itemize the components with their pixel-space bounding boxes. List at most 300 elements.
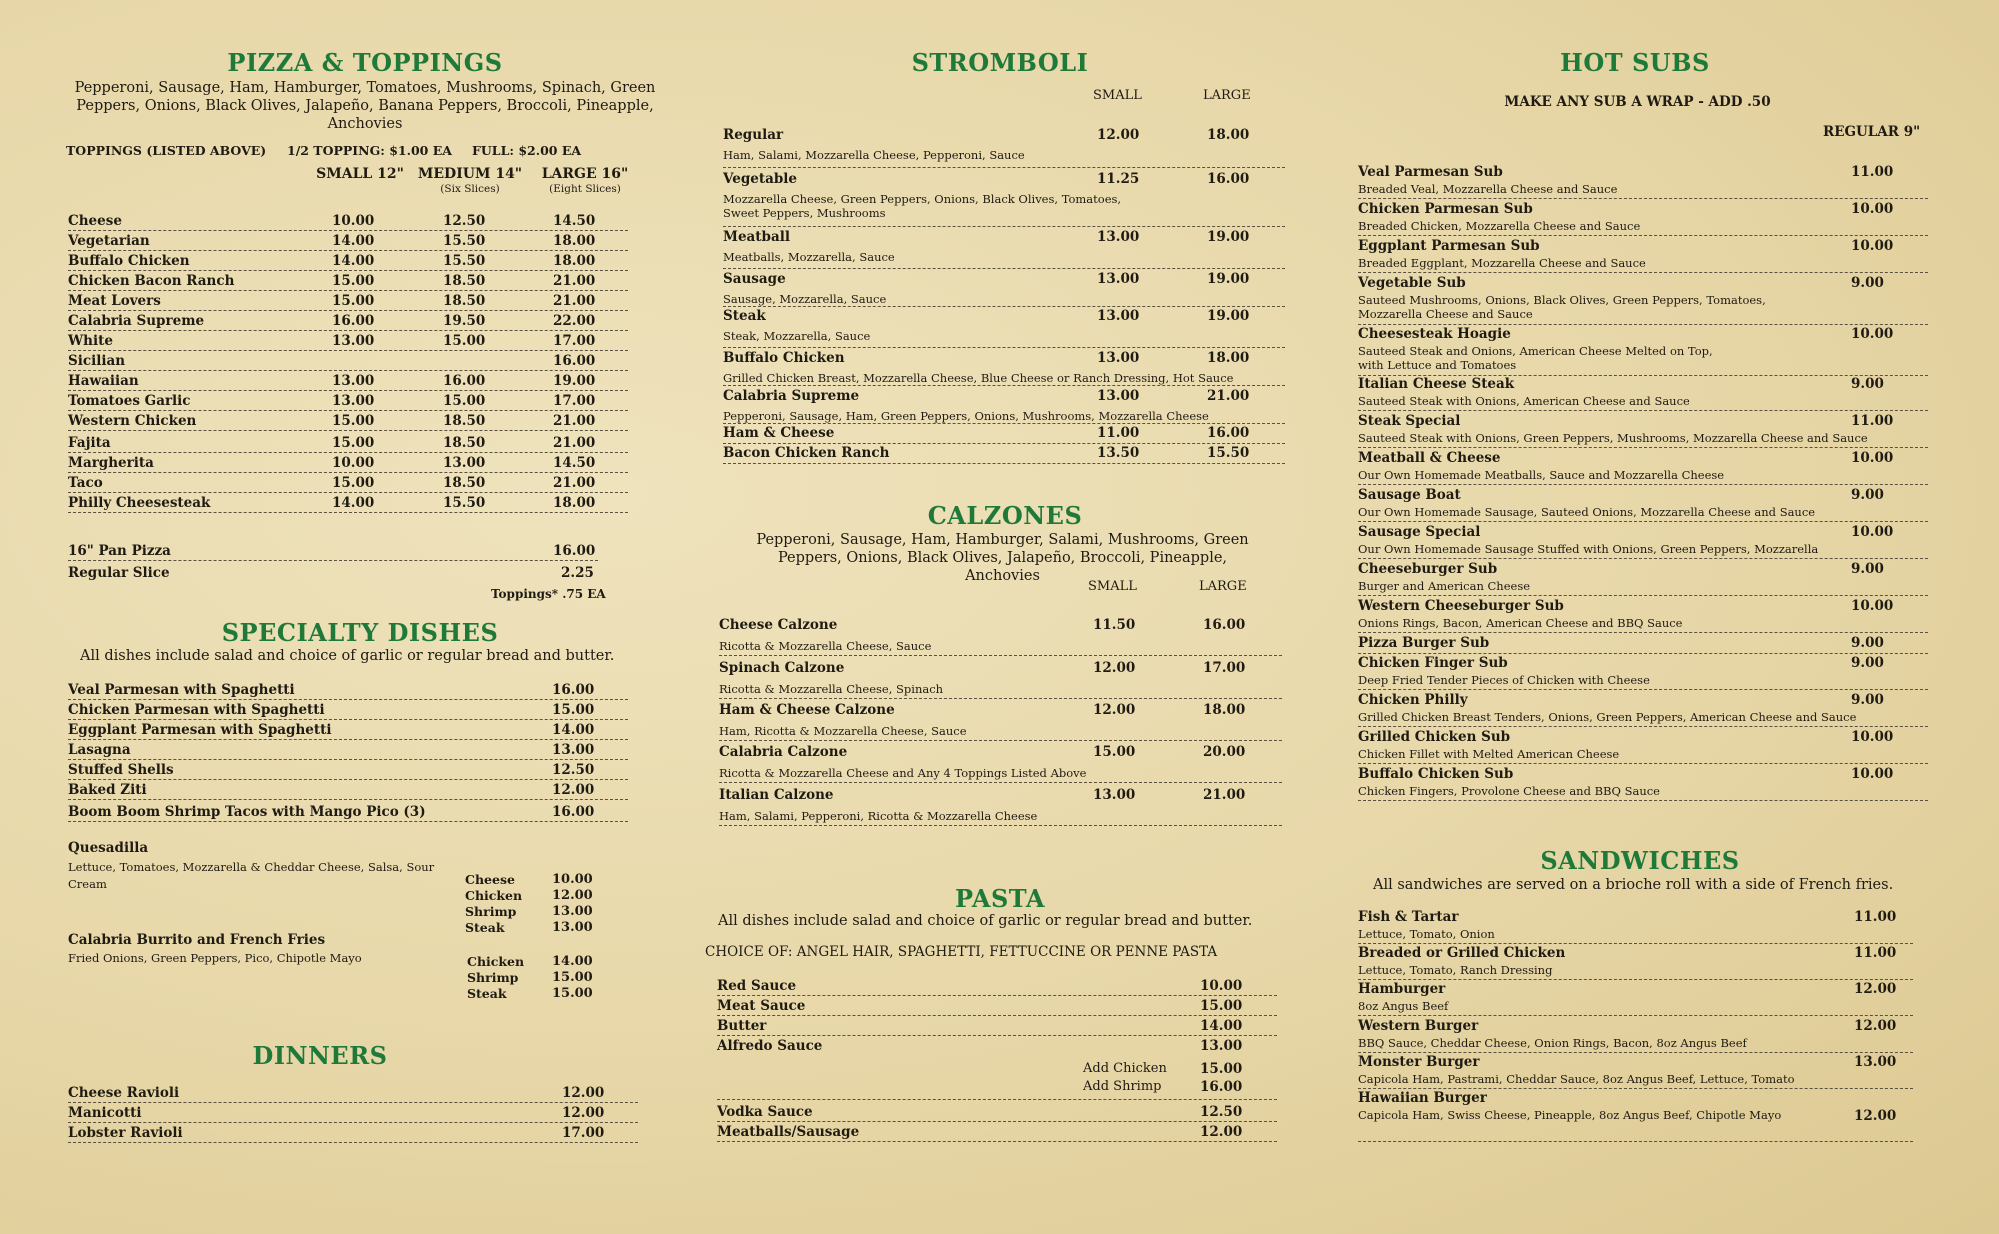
pizza-item-name: Sicilian (68, 353, 126, 369)
pasta-item-name: Alfredo Sauce (717, 1038, 823, 1054)
pizza-price-medium: 18.50 (443, 475, 486, 491)
dotted-divider (1358, 1088, 1913, 1089)
pizza-price-small: 13.00 (332, 393, 375, 409)
dotted-divider (1358, 272, 1928, 273)
sub-item-price: 10.00 (1851, 238, 1894, 254)
pizza-price-small: 15.00 (332, 293, 375, 309)
sub-item-desc: Our Own Homemade Sausage, Sauteed Onions, Mozzarella Cheese and Sauce (1358, 505, 1816, 519)
pizza-price-large: 17.00 (553, 393, 596, 409)
dotted-divider (723, 167, 1285, 168)
quesadilla-option-name: Chicken (465, 888, 523, 903)
calzone-price-small: 12.00 (1093, 702, 1136, 718)
pizza-price-medium: 16.00 (443, 373, 486, 389)
stromboli-price-small: 13.50 (1097, 445, 1140, 461)
pizza-price-small: 13.00 (332, 333, 375, 349)
size-medium-header: MEDIUM 14" (417, 166, 523, 182)
dotted-divider (1358, 198, 1928, 199)
sub-item-desc: Breaded Veal, Mozzarella Cheese and Sauce (1358, 182, 1618, 196)
sub-item (1358, 487, 1928, 522)
pizza-price-small: 14.00 (332, 233, 375, 249)
sub-item-desc: Our Own Homemade Meatballs, Sauce and Mozzarella Cheese (1358, 468, 1725, 482)
sub-item-desc: Onions Rings, Bacon, American Cheese and BBQ Sauce (1358, 616, 1683, 630)
specialty-item-name: Eggplant Parmesan with Spaghetti (68, 722, 332, 738)
dotted-divider (1358, 632, 1928, 633)
pasta-item-price: 14.00 (1200, 1018, 1243, 1034)
dotted-divider (723, 268, 1285, 269)
sub-item-price: 10.00 (1851, 766, 1894, 782)
sandwich-item-name: Hawaiian Burger (1358, 1090, 1487, 1106)
pizza-price-small: 15.00 (332, 273, 375, 289)
pasta-item-price: 13.00 (1200, 1038, 1243, 1054)
sandwich-item-name: Western Burger (1358, 1018, 1479, 1034)
stromboli-item-desc: Ham, Salami, Mozzarella Cheese, Pepperoni, Sauce (723, 148, 1025, 162)
stromboli-price-small: 11.25 (1097, 171, 1140, 187)
burrito-option-price: 14.00 (552, 954, 593, 969)
sub-item-price: 11.00 (1851, 413, 1894, 429)
sub-item-name: Sausage Special (1358, 524, 1481, 540)
dinner-item-row (68, 1103, 638, 1123)
pizza-price-medium: 15.50 (443, 233, 486, 249)
stromboli-price-large: 16.00 (1207, 171, 1250, 187)
pizza-price-small: 15.00 (332, 435, 375, 451)
calzone-price-large: 18.00 (1203, 702, 1246, 718)
calzone-item-name: Spinach Calzone (719, 660, 845, 676)
pizza-price-medium: 18.50 (443, 293, 486, 309)
sub-item-name: Grilled Chicken Sub (1358, 729, 1511, 745)
specialty-item-name: Chicken Parmesan with Spaghetti (68, 702, 325, 718)
pizza-price-medium: 18.50 (443, 435, 486, 451)
burrito-option-price: 15.00 (552, 986, 593, 1001)
dotted-divider (1358, 1052, 1913, 1053)
sandwiches-note: All sandwiches are served on a brioche roll with a side of French fries. (1373, 877, 1894, 893)
sub-item-name: Western Cheeseburger Sub (1358, 598, 1564, 614)
pasta-item-price: 12.50 (1200, 1104, 1243, 1120)
specialty-item-row (68, 720, 628, 740)
pizza-item-name: Cheese (68, 213, 122, 229)
pizza-item-name: Western Chicken (68, 413, 197, 429)
calzone-item (719, 660, 1282, 699)
calzone-price-small: 12.00 (1093, 660, 1136, 676)
dotted-divider (1358, 595, 1928, 596)
pizza-item-name: Buffalo Chicken (68, 253, 190, 269)
specialty-item-price: 12.50 (552, 762, 595, 778)
sub-item-desc: Our Own Homemade Sausage Stuffed with Onions, Green Peppers, Mozzarella (1358, 542, 1819, 556)
dinner-item-price: 12.00 (562, 1105, 605, 1121)
burrito-name: Calabria Burrito and French Fries (68, 932, 326, 948)
toppings-label: TOPPINGS (LISTED ABOVE) (66, 143, 267, 158)
sub-item-name: Cheeseburger Sub (1358, 561, 1498, 577)
dotted-divider (1358, 521, 1928, 522)
dinner-item-name: Cheese Ravioli (68, 1085, 180, 1101)
pan-pizza-name: 16" Pan Pizza (68, 543, 171, 559)
pan-pizza-row (68, 541, 598, 561)
pizza-price-medium: 13.00 (443, 455, 486, 471)
stromboli-price-small: 13.00 (1097, 308, 1140, 324)
pizza-item-name: Meat Lovers (68, 293, 161, 309)
stromboli-item-desc-2: Sweet Peppers, Mushrooms (723, 206, 886, 220)
sub-item-desc: Chicken Fingers, Provolone Cheese and BBQ Sauce (1358, 784, 1660, 798)
stromboli-price-large: 19.00 (1207, 308, 1250, 324)
pasta-addon-price: 16.00 (1200, 1079, 1243, 1095)
calzone-price-small: 15.00 (1093, 744, 1136, 760)
stromboli-item (723, 229, 1285, 269)
dotted-divider (723, 226, 1285, 227)
specialty-item-row (68, 760, 628, 780)
sandwich-item-desc: 8oz Angus Beef (1358, 999, 1449, 1013)
stromboli-price-large: 19.00 (1207, 271, 1250, 287)
pizza-price-small: 15.00 (332, 475, 375, 491)
sub-item-name: Chicken Parmesan Sub (1358, 201, 1533, 217)
dinner-item-price: 17.00 (562, 1125, 605, 1141)
sandwich-item-price: 11.00 (1854, 945, 1897, 961)
sub-item (1358, 524, 1928, 559)
pasta-choice: CHOICE OF: ANGEL HAIR, SPAGHETTI, FETTUCCINE OR PENNE PASTA (705, 944, 1218, 960)
stromboli-item-name: Bacon Chicken Ranch (723, 445, 890, 461)
stromboli-item-desc: Sausage, Mozzarella, Sauce (723, 292, 887, 306)
pizza-price-medium: 15.00 (443, 333, 486, 349)
pizza-item-row (68, 473, 628, 493)
dotted-divider (723, 347, 1285, 348)
sub-item-name: Sausage Boat (1358, 487, 1461, 503)
size-large-header: LARGE 16" (541, 166, 629, 182)
sub-item-desc: Breaded Eggplant, Mozzarella Cheese and Sauce (1358, 256, 1646, 270)
stromboli-item-name: Sausage (723, 271, 786, 287)
pan-pizza-price: 16.00 (553, 543, 596, 559)
pizza-item-row (68, 271, 628, 291)
pizza-price-small: 14.00 (332, 253, 375, 269)
sub-item (1358, 561, 1928, 596)
sub-item-price: 9.00 (1851, 376, 1884, 392)
sub-item-price: 11.00 (1851, 164, 1894, 180)
burrito-option-name: Chicken (467, 954, 525, 969)
slice-toppings-note: Toppings* .75 EA (491, 587, 606, 601)
sub-item-price: 10.00 (1851, 729, 1894, 745)
stromboli-item (723, 350, 1285, 386)
stromboli-item (723, 425, 1285, 444)
sub-item-desc-2: with Lettuce and Tomatoes (1358, 358, 1517, 372)
burrito-option-name: Shrimp (467, 970, 519, 985)
specialty-note: All dishes include salad and choice of garlic or regular bread and butter. (80, 648, 615, 664)
pizza-item-row (68, 433, 628, 453)
stromboli-price-small: 13.00 (1097, 350, 1140, 366)
sandwich-item-name: Hamburger (1358, 981, 1446, 997)
pizza-item-name: Tomatoes Garlic (68, 393, 191, 409)
sandwich-item-price: 12.00 (1854, 1018, 1897, 1034)
pizza-price-large: 19.00 (553, 373, 596, 389)
pizza-price-large: 21.00 (553, 435, 596, 451)
calzone-price-small: 11.50 (1093, 617, 1136, 633)
pizza-price-large: 16.00 (553, 353, 596, 369)
dinner-item-row (68, 1083, 638, 1103)
quesadilla-option-name: Shrimp (465, 904, 517, 919)
sub-item-name: Cheesesteak Hoagie (1358, 326, 1511, 342)
calzone-item-desc: Ricotta & Mozzarella Cheese, Spinach (719, 682, 944, 696)
pizza-item-row (68, 251, 628, 271)
stromboli-price-large: 21.00 (1207, 388, 1250, 404)
quesadilla-name: Quesadilla (68, 840, 149, 856)
pizza-price-medium: 18.50 (443, 273, 486, 289)
sub-item (1358, 598, 1928, 633)
pizza-item-row (68, 493, 628, 513)
stromboli-item (723, 171, 1285, 227)
dotted-divider (723, 443, 1285, 444)
stromboli-large-header: LARGE (1203, 88, 1251, 103)
specialty-item-row (68, 740, 628, 760)
calzone-item (719, 787, 1282, 826)
sub-item (1358, 635, 1928, 654)
pasta-item-name: Vodka Sauce (717, 1104, 813, 1120)
sub-item (1358, 655, 1928, 690)
stromboli-small-header: SMALL (1093, 88, 1142, 103)
sandwiches-title: SANDWICHES (1540, 846, 1740, 875)
sandwich-item-name: Breaded or Grilled Chicken (1358, 945, 1566, 961)
sandwich-item-price: 12.00 (1854, 981, 1897, 997)
quesadilla-option-price: 12.00 (552, 888, 593, 903)
stromboli-item (723, 445, 1285, 464)
stromboli-price-large: 18.00 (1207, 127, 1250, 143)
stromboli-price-large: 16.00 (1207, 425, 1250, 441)
stromboli-item (723, 388, 1285, 424)
pasta-item-price: 12.00 (1200, 1124, 1243, 1140)
stromboli-item-desc: Meatballs, Mozzarella, Sauce (723, 250, 895, 264)
pizza-item-name: Vegetarian (68, 233, 150, 249)
specialty-item-name: Veal Parmesan with Spaghetti (68, 682, 295, 698)
stromboli-item (723, 308, 1285, 348)
stromboli-item-name: Ham & Cheese (723, 425, 835, 441)
specialty-item-row (68, 700, 628, 720)
hotsubs-wrap-note: MAKE ANY SUB A WRAP - ADD .50 (1504, 94, 1771, 110)
quesadilla-desc-2: Cream (68, 877, 107, 891)
sandwich-item (1358, 945, 1913, 980)
sandwich-item (1358, 981, 1913, 1016)
calzone-item-desc: Ham, Ricotta & Mozzarella Cheese, Sauce (719, 724, 967, 738)
pizza-price-medium: 18.50 (443, 413, 486, 429)
sub-item-desc: Burger and American Cheese (1358, 579, 1531, 593)
sub-item-desc: Grilled Chicken Breast Tenders, Onions, Green Peppers, American Cheese and Sauce (1358, 710, 1857, 724)
sandwich-item-price: 11.00 (1854, 909, 1897, 925)
pizza-price-large: 18.00 (553, 253, 596, 269)
sub-item-name: Veal Parmesan Sub (1358, 164, 1503, 180)
pizza-price-large: 21.00 (553, 475, 596, 491)
burrito-option-name: Steak (467, 986, 507, 1001)
dotted-divider (1358, 484, 1928, 485)
regular-slice-name: Regular Slice (68, 565, 170, 581)
hotsubs-title: HOT SUBS (1560, 48, 1710, 77)
pizza-price-medium: 15.50 (443, 253, 486, 269)
dotted-divider (717, 1099, 1277, 1100)
pizza-item-name: Hawaiian (68, 373, 139, 389)
pizza-price-medium: 19.50 (443, 313, 486, 329)
pizza-price-large: 21.00 (553, 413, 596, 429)
pizza-toppings-list: Pepperoni, Sausage, Ham, Hamburger, Tomatoes, Mushrooms, Spinach, Green Peppers, Onions, Black Olives, Jalapeño, Banana Peppers, Broccoli, Pineapple, Anchovies (74, 80, 656, 132)
specialty-item-price: 16.00 (552, 804, 595, 820)
sandwich-item (1358, 909, 1913, 944)
specialty-item-price: 15.00 (552, 702, 595, 718)
dotted-divider (1358, 726, 1928, 727)
pasta-addon-price: 15.00 (1200, 1061, 1243, 1077)
stromboli-item-name: Vegetable (723, 171, 797, 187)
dotted-divider (723, 385, 1285, 386)
pizza-item-name: Fajita (68, 435, 111, 451)
dotted-divider (723, 423, 1285, 424)
stromboli-item-name: Calabria Supreme (723, 388, 860, 404)
pizza-price-large: 21.00 (553, 293, 596, 309)
stromboli-item-desc: Mozzarella Cheese, Green Peppers, Onions, Black Olives, Tomatoes, (723, 192, 1122, 206)
pasta-item-row (717, 976, 1277, 996)
half-topping-price: 1/2 TOPPING: $1.00 EA (287, 143, 452, 158)
pizza-price-small: 16.00 (332, 313, 375, 329)
sub-item-desc: Deep Fried Tender Pieces of Chicken with Cheese (1358, 673, 1650, 687)
pizza-item-row (68, 331, 628, 351)
stromboli-price-small: 13.00 (1097, 229, 1140, 245)
pasta-item-row (717, 1102, 1277, 1122)
specialty-item-row (68, 780, 628, 800)
stromboli-price-small: 13.00 (1097, 271, 1140, 287)
sandwich-item-name: Monster Burger (1358, 1054, 1480, 1070)
dotted-divider (1358, 410, 1928, 411)
calzone-price-large: 21.00 (1203, 787, 1246, 803)
pizza-item-row (68, 211, 628, 231)
regular-slice-price: 2.25 (561, 565, 594, 581)
quesadilla-option-name: Cheese (465, 872, 515, 887)
sub-item-price: 10.00 (1851, 524, 1894, 540)
stromboli-item-desc: Steak, Mozzarella, Sauce (723, 329, 871, 343)
pizza-item-name: Philly Cheesesteak (68, 495, 211, 511)
sub-item (1358, 326, 1928, 376)
sub-item-price: 10.00 (1851, 326, 1894, 342)
stromboli-item (723, 271, 1285, 307)
specialty-item-name: Stuffed Shells (68, 762, 174, 778)
sandwich-item-desc: BBQ Sauce, Cheddar Cheese, Onion Rings, Bacon, 8oz Angus Beef (1358, 1036, 1747, 1050)
dotted-divider (719, 825, 1282, 826)
sub-item (1358, 275, 1928, 325)
calzone-price-large: 16.00 (1203, 617, 1246, 633)
sub-item-name: Buffalo Chicken Sub (1358, 766, 1514, 782)
pizza-item-row (68, 391, 628, 411)
calzone-item (719, 702, 1282, 741)
pasta-item-price: 10.00 (1200, 978, 1243, 994)
sub-item-desc: Sauteed Steak with Onions, American Cheese and Sauce (1358, 394, 1690, 408)
specialty-item-name: Baked Ziti (68, 782, 147, 798)
sandwich-item-desc: Lettuce, Tomato, Ranch Dressing (1358, 963, 1553, 977)
calzone-item-name: Calabria Calzone (719, 744, 848, 760)
sandwich-item (1358, 1054, 1913, 1089)
calzones-toppings: Pepperoni, Sausage, Ham, Hamburger, Salami, Mushrooms, Green Peppers, Onions, Black Olives, Jalapeño, Broccoli, Pineapple, Anchovies (756, 532, 1249, 584)
pizza-item-name: Calabria Supreme (68, 313, 205, 329)
sub-item-name: Vegetable Sub (1358, 275, 1466, 291)
dotted-divider (1358, 763, 1928, 764)
sub-item-name: Chicken Philly (1358, 692, 1468, 708)
pizza-price-small: 14.00 (332, 495, 375, 511)
sub-item-name: Meatball & Cheese (1358, 450, 1501, 466)
sandwich-item-price: 13.00 (1854, 1054, 1897, 1070)
specialty-item-row (68, 802, 628, 822)
pizza-price-small: 10.00 (332, 213, 375, 229)
sub-item (1358, 729, 1928, 764)
pasta-item-name: Meatballs/Sausage (717, 1124, 860, 1140)
quesadilla-option-price: 13.00 (552, 904, 593, 919)
pizza-price-large: 18.00 (553, 233, 596, 249)
pasta-item-price: 15.00 (1200, 998, 1243, 1014)
calzone-price-small: 13.00 (1093, 787, 1136, 803)
dotted-divider (719, 655, 1282, 656)
stromboli-item-desc: Grilled Chicken Breast, Mozzarella Cheese, Blue Cheese or Ranch Dressing, Hot Sauce (723, 371, 1234, 385)
sub-item-name: Eggplant Parmesan Sub (1358, 238, 1540, 254)
dotted-divider (1358, 1141, 1913, 1142)
dotted-divider (1358, 653, 1928, 654)
pizza-item-row (68, 411, 628, 431)
sub-item (1358, 238, 1928, 273)
calzone-price-large: 17.00 (1203, 660, 1246, 676)
pizza-price-small: 10.00 (332, 455, 375, 471)
calzone-item (719, 617, 1282, 656)
pizza-price-large: 14.50 (553, 213, 596, 229)
sub-item-price: 9.00 (1851, 635, 1884, 651)
sub-item (1358, 413, 1928, 448)
specialty-item-price: 14.00 (552, 722, 595, 738)
quesadilla-option-price: 10.00 (552, 872, 593, 887)
sub-item-price: 9.00 (1851, 275, 1884, 291)
specialty-title: SPECIALTY DISHES (221, 618, 499, 647)
specialty-item-price: 12.00 (552, 782, 595, 798)
dotted-divider (723, 463, 1285, 464)
sub-item-name: Italian Cheese Steak (1358, 376, 1515, 392)
pasta-item-name: Red Sauce (717, 978, 797, 994)
dinners-title: DINNERS (252, 1041, 388, 1070)
dotted-divider (1358, 324, 1928, 325)
pizza-price-large: 18.00 (553, 495, 596, 511)
hotsubs-size-header: REGULAR 9" (1823, 124, 1921, 140)
sandwich-item (1358, 1018, 1913, 1053)
stromboli-price-large: 19.00 (1207, 229, 1250, 245)
stromboli-item-name: Regular (723, 127, 784, 143)
stromboli-item-name: Meatball (723, 229, 790, 245)
calzones-large-header: LARGE (1199, 579, 1247, 594)
calzones-title: CALZONES (927, 501, 1083, 530)
dotted-divider (723, 306, 1285, 307)
sandwich-item-name: Fish & Tartar (1358, 909, 1459, 925)
dotted-divider (1358, 800, 1928, 801)
pizza-price-large: 17.00 (553, 333, 596, 349)
dotted-divider (1358, 235, 1928, 236)
calzone-item (719, 744, 1282, 783)
pasta-item-name: Butter (717, 1018, 767, 1034)
stromboli-price-large: 18.00 (1207, 350, 1250, 366)
pizza-item-name: Margherita (68, 455, 154, 471)
stromboli-price-small: 13.00 (1097, 388, 1140, 404)
calzone-item-desc: Ham, Salami, Pepperoni, Ricotta & Mozzarella Cheese (719, 809, 1038, 823)
dotted-divider (1358, 1015, 1913, 1016)
sub-item-name: Steak Special (1358, 413, 1461, 429)
sub-item (1358, 692, 1928, 727)
calzone-item-name: Italian Calzone (719, 787, 834, 803)
sub-item (1358, 376, 1928, 411)
calzone-price-large: 20.00 (1203, 744, 1246, 760)
full-topping-price: FULL: $2.00 EA (472, 143, 582, 158)
specialty-item-price: 13.00 (552, 742, 595, 758)
pasta-item-row (717, 996, 1277, 1016)
size-small-header: SMALL 12" (316, 166, 404, 182)
size-large-note: (Eight Slices) (549, 183, 621, 195)
pizza-item-row (68, 311, 628, 331)
pizza-price-small: 13.00 (332, 373, 375, 389)
quesadilla-option-name: Steak (465, 920, 505, 935)
stromboli-item (723, 127, 1285, 168)
dotted-divider (1358, 689, 1928, 690)
stromboli-price-small: 11.00 (1097, 425, 1140, 441)
sandwich-item (1358, 1090, 1913, 1142)
pizza-item-name: White (68, 333, 113, 349)
